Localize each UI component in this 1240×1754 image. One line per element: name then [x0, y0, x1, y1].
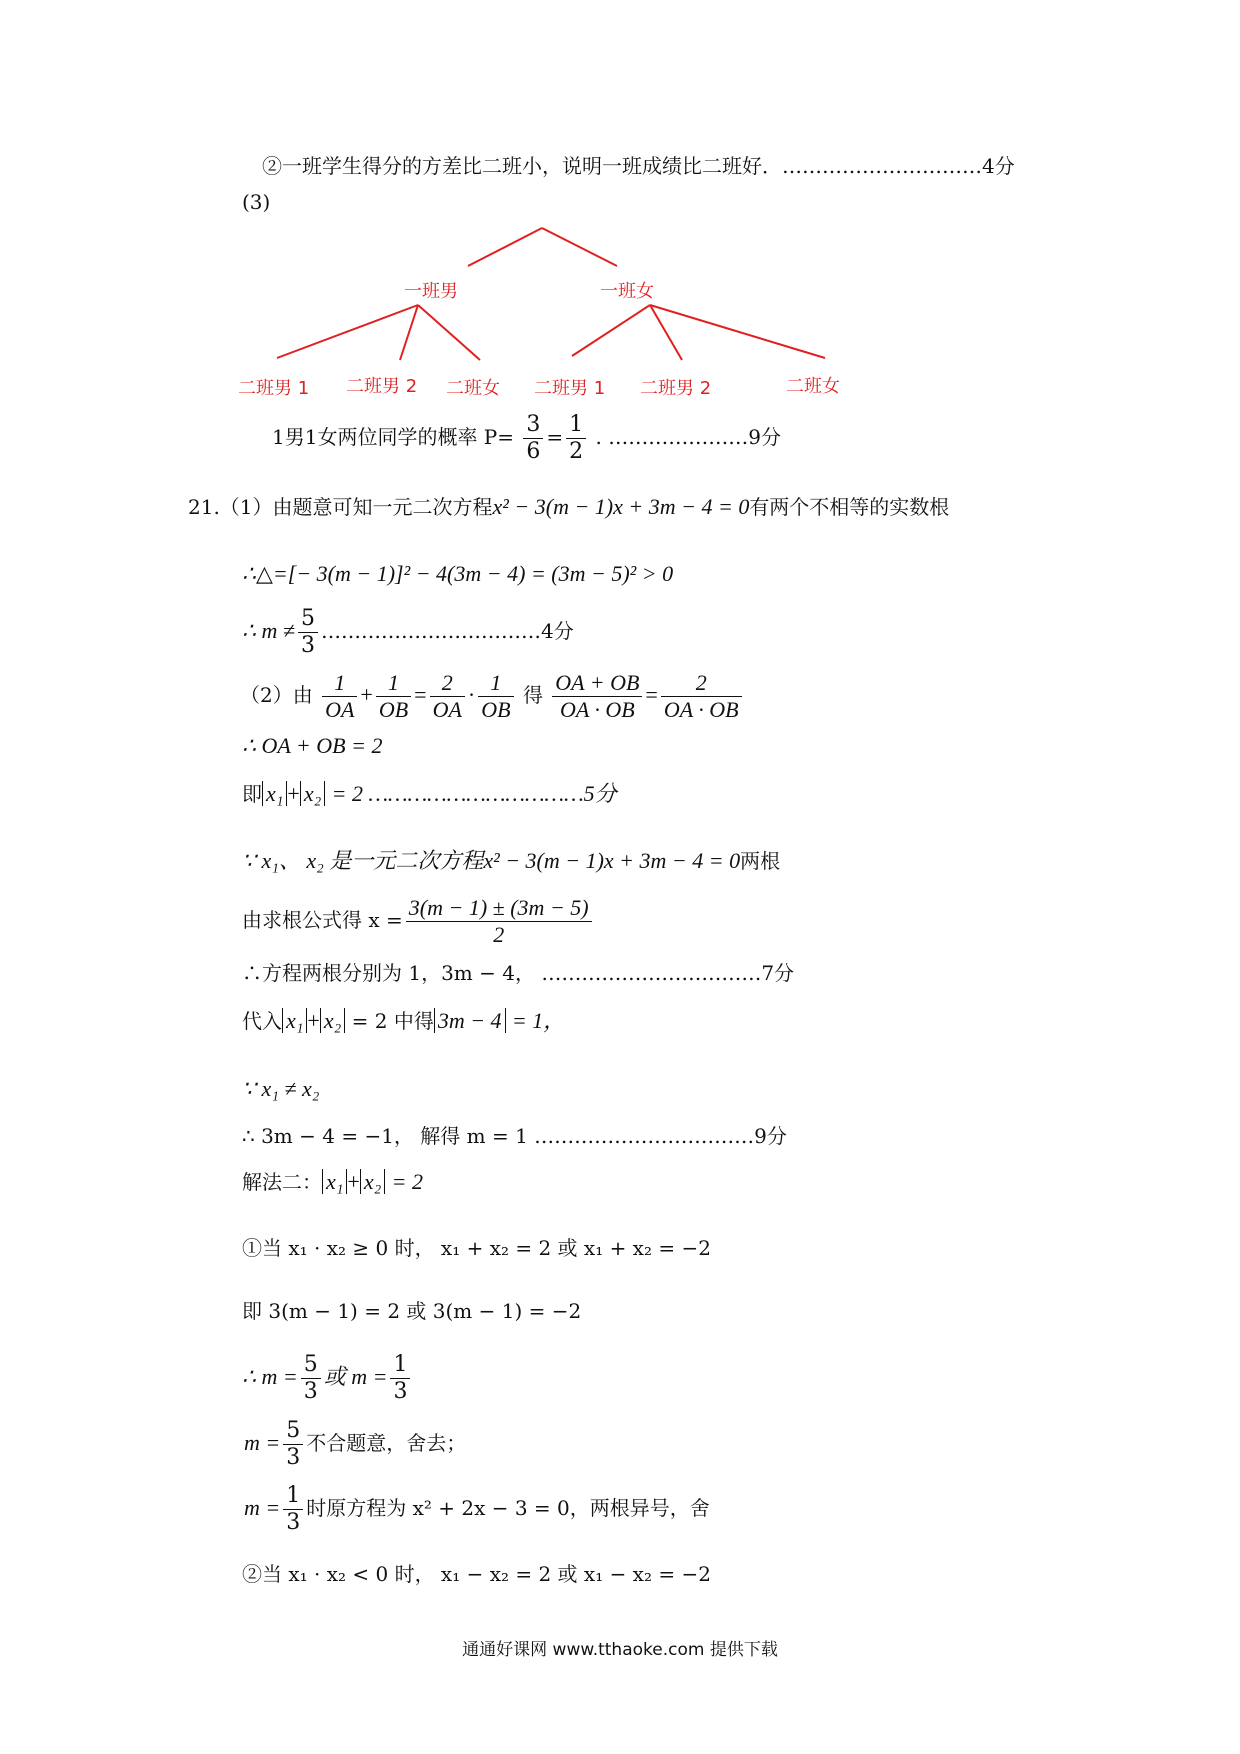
footer: 通通好课网 www.tthaoke.com 提供下载 — [462, 1640, 778, 1660]
q21-case1: ①当 x₁ · x₂ ≥ 0 时， x₁ + x₂ = 2 或 x₁ + x₂ = −2 — [242, 1236, 711, 1260]
q21-reject1: m = $\frac{5}{3}$ 不合题意，舍去； — [244, 1418, 467, 1470]
q21-case2: ②当 x₁ · x₂ < 0 时， x₁ − x₂ = 2 或 x₁ − x₂ = −2 — [242, 1562, 711, 1586]
tree-leaf: 二班男 2 — [640, 378, 712, 399]
prob-suffix: . …………………9分 — [595, 425, 781, 449]
tree-edge — [572, 305, 650, 356]
q21-part2: （2）由 $\frac{1}{OA}$ + $\frac{1}{OB}$ = $\frac{2}{OA}$ · $\frac{1}{OB}$ 得 $\frac{OA + OB}{OA \cdot OB}$ = $\frac{2}{OA \cdot OB}$ — [240, 670, 745, 723]
q21-neq: ∵ x₁ ≠ x₂ — [242, 1076, 320, 1101]
tree-leaf: 二班男 2 — [346, 376, 418, 397]
q21-m-condition: ∴ m ≠ $\frac{5}{3}$ ……………………………4分 — [242, 606, 574, 658]
header-line: ②一班学生得分的方差比二班小，说明一班成绩比二班好．…………………………4分 — [262, 154, 1015, 178]
q21-sum: ∴ OA + OB = 2 — [242, 733, 383, 758]
q21-method2: 解法二： x₁ + x₂ = 2 — [242, 1169, 423, 1194]
q21-reject2: m = $\frac{1}{3}$ 时原方程为 x² + 2x − 3 = 0，两根异号，舍 — [244, 1483, 710, 1535]
fraction: $\frac{3}{6}$ — [523, 412, 543, 465]
q21-line1: 21.（1）由题意可知一元二次方程x² − 3(m − 1)x + 3m − 4 = 0有两个不相等的实数根 — [188, 494, 950, 519]
q21-substitute: 代入 x₁ + x₂ = 2 中得 3m − 4 = 1， — [242, 1008, 566, 1033]
tree-node-class1-girl: 一班女 — [600, 281, 654, 302]
part3-label: (3) — [242, 190, 271, 214]
q21-case1-eq: 即 3(m − 1) = 2 或 3(m − 1) = −2 — [242, 1299, 582, 1323]
q21-formula: 由求根公式得 x = $\frac{3(m - 1) \pm (3m - 5)}{2}$ — [242, 895, 595, 948]
tree-leaf: 二班女 — [446, 378, 500, 399]
tree-leaf: 二班男 1 — [534, 378, 606, 399]
q21-solve: ∴ 3m − 4 = −1， 解得 m = 1 ……………………………9分 — [242, 1124, 787, 1148]
tree-leaf: 二班女 — [786, 376, 840, 397]
q21-abs-line: 即 x₁ + x₂ = 2 ……………………………5分 — [242, 781, 617, 806]
q21-two-roots: ∴方程两根分别为 1，3m − 4， ……………………………7分 — [242, 961, 795, 985]
prob-prefix: 1男1女两位同学的概率 P= — [272, 425, 515, 449]
probability-line: 1男1女两位同学的概率 P= $\frac{3}{6}$ = $\frac{1}{2}$ . …………………9分 — [272, 412, 781, 464]
tree-edge — [277, 305, 418, 358]
q21-m-values: ∴ m = $\frac{5}{3}$ 或 m = $\frac{1}{3}$ — [242, 1352, 413, 1405]
tree-edge — [418, 305, 480, 360]
tree-edge — [468, 228, 542, 266]
tree-edge — [542, 228, 617, 266]
tree-leaf: 二班男 1 — [238, 378, 310, 399]
q21-discriminant: ∴△=[− 3(m − 1)]² − 4(3m − 4) = (3m − 5)² > 0 — [242, 561, 674, 586]
q21-roots-line: ∵ x₁、 x₂ 是一元二次方程x² − 3(m − 1)x + 3m − 4 = 0两根 — [242, 848, 781, 873]
fraction: $\frac{1}{2}$ — [566, 412, 586, 465]
tree-diagram — [0, 0, 1240, 420]
tree-edge — [400, 305, 418, 360]
tree-node-class1-boy: 一班男 — [404, 281, 458, 302]
